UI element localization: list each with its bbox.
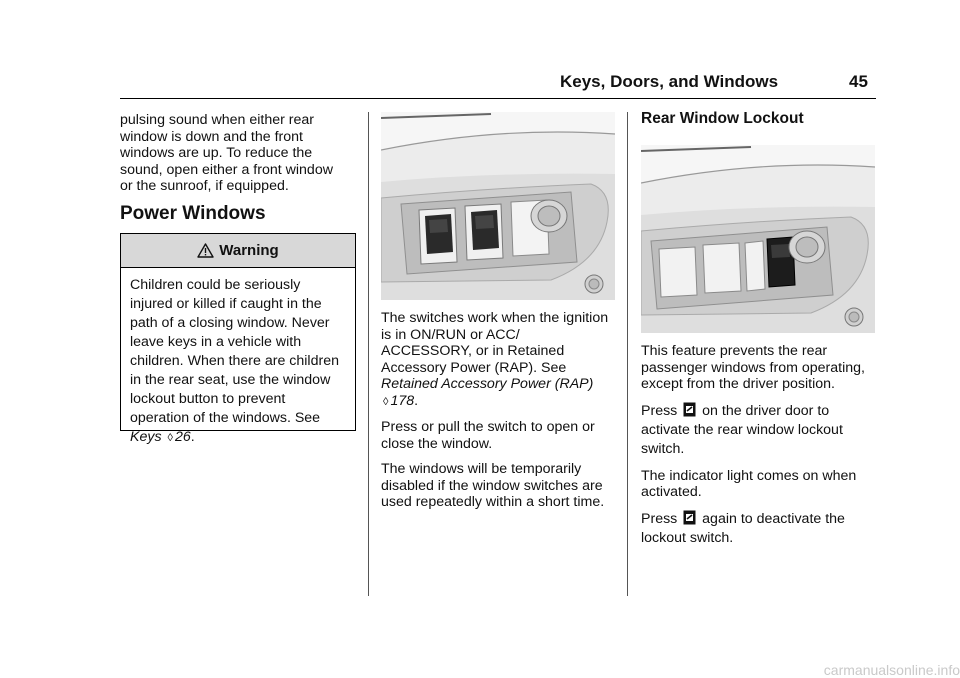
period: . <box>190 429 195 445</box>
window-switch-right-front <box>465 204 503 260</box>
page-reference-arrow-icon: ◊ <box>383 395 389 408</box>
text-line: switch. <box>641 440 685 457</box>
text-line: pulsing sound when either rear <box>120 112 315 128</box>
text-line: injured or killed if caught in the <box>130 296 322 312</box>
disabled-paragraph <box>381 461 617 511</box>
rap-reference-page[interactable]: 178 <box>390 392 415 409</box>
text-line: children. When there are children <box>130 353 339 369</box>
text-line: again to deactivate the <box>702 510 845 527</box>
text-line: The switches work when the ignition <box>381 310 609 326</box>
watermark: carmanualsonline.info <box>823 662 960 678</box>
section-heading-rear-window-lockout: Rear Window Lockout <box>641 110 804 127</box>
window-lockout-icon <box>683 402 696 417</box>
warning-box <box>120 233 356 445</box>
warning-triangle-icon <box>197 243 214 258</box>
text-line: passenger windows from operating, <box>641 359 865 376</box>
window-switch-left-front <box>419 208 457 264</box>
warning-body <box>121 268 355 456</box>
header-rule <box>120 98 876 99</box>
text-line: Press <box>641 402 678 419</box>
column-1-intro <box>120 112 356 204</box>
section-heading-power-windows: Power Windows <box>120 203 266 224</box>
text-line: in the rear seat, use the window <box>130 372 331 388</box>
indicator-paragraph <box>641 468 877 501</box>
window-switch-panel-figure <box>381 112 615 300</box>
text-line: activate the rear window lockout <box>641 421 843 438</box>
mirror-control-knob <box>531 200 567 232</box>
rear-window-lockout-figure <box>641 145 875 333</box>
warning-title: Warning <box>219 242 279 259</box>
activate-paragraph <box>641 402 877 459</box>
deactivate-paragraph <box>641 510 877 548</box>
rap-reference-link[interactable]: Retained Accessory Power (RAP) <box>381 376 594 392</box>
keys-reference-link[interactable]: Keys <box>130 429 162 445</box>
period: . <box>414 392 419 409</box>
text-line: except from the driver position. <box>641 376 835 392</box>
text-line: lockout button to prevent <box>130 391 286 407</box>
page-number: 45 <box>849 72 868 91</box>
text-line: or the sunroof, if equipped. <box>120 178 289 194</box>
window-lockout-icon <box>683 510 696 525</box>
page-reference-arrow-icon: ◊ <box>167 432 173 444</box>
text-line: disabled if the window switches are <box>381 477 603 494</box>
text-line: lockout switch. <box>641 529 734 546</box>
text-line: This feature prevents the rear <box>641 343 828 359</box>
intro-paragraph <box>120 112 356 195</box>
text-line: leave keys in a vehicle with <box>130 334 302 350</box>
text-line: is in ON/RUN or ACC/ <box>381 326 520 343</box>
keys-reference-page[interactable]: 26 <box>174 429 191 445</box>
column-3-text <box>641 343 877 557</box>
text-line: path of a closing window. Never <box>130 315 330 331</box>
column-2-text <box>381 310 617 520</box>
text-line: Press <box>641 510 678 527</box>
warning-header <box>121 234 355 268</box>
text-line: The windows will be temporarily <box>381 461 582 477</box>
text-line: ACCESSORY, or in Retained <box>381 343 565 359</box>
header-title: Keys, Doors, and Windows <box>560 72 779 91</box>
text-line: Press or pull the switch to open or <box>381 419 595 435</box>
text-line: window is down and the front <box>120 128 303 145</box>
mirror-control-knob <box>789 231 825 263</box>
ignition-paragraph <box>381 310 617 410</box>
text-line: on the driver door to <box>702 402 830 419</box>
text-line: close the window. <box>381 435 493 452</box>
text-line: windows are up. To reduce the <box>120 145 313 161</box>
column-divider-1 <box>368 112 369 596</box>
text-line: The indicator light comes on when <box>641 467 857 484</box>
text-line: operation of the windows. See <box>130 410 321 426</box>
text-line: Accessory Power (RAP). See <box>381 359 567 376</box>
column-divider-2 <box>627 112 628 596</box>
feature-paragraph <box>641 343 877 393</box>
text-line: sound, open either a front window <box>120 161 333 178</box>
text-line: activated. <box>641 484 702 500</box>
text-line: Children could be seriously <box>130 277 301 293</box>
press-pull-paragraph <box>381 419 617 452</box>
text-line: used repeatedly within a short time. <box>381 494 605 510</box>
